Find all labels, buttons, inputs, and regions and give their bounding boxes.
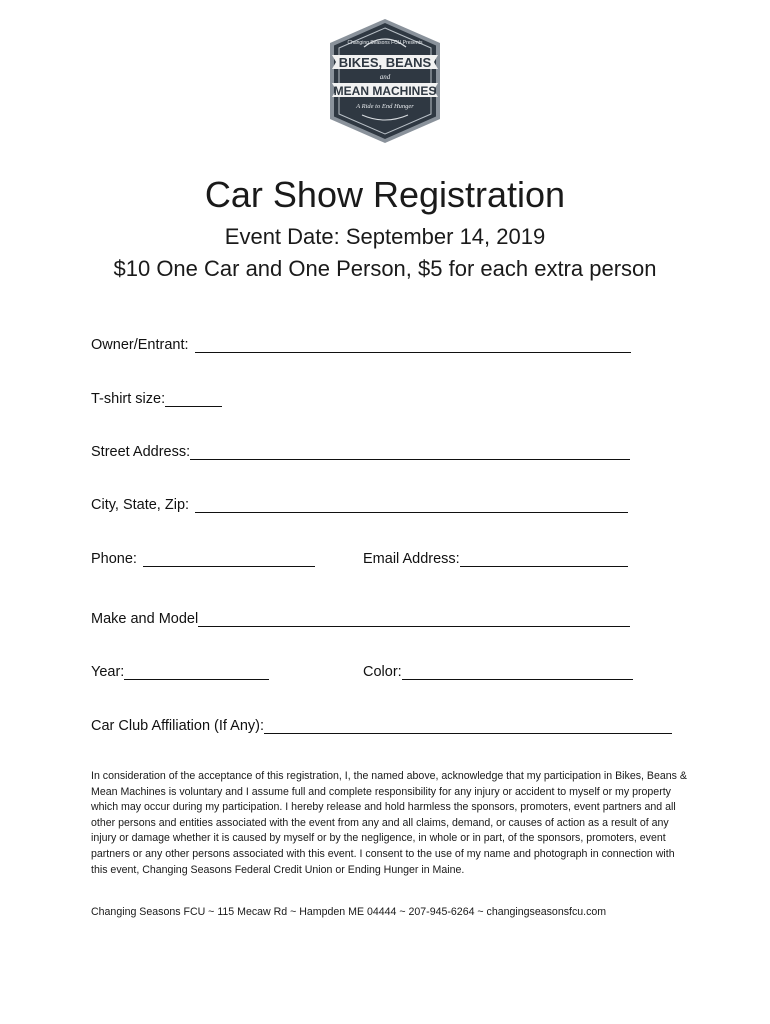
logo-line2: MEAN MACHINES <box>333 84 437 98</box>
pricing-info: $10 One Car and One Person, $5 for each extra person <box>113 256 657 281</box>
page-title: Car Show Registration <box>204 174 566 215</box>
club-field-row <box>91 714 672 734</box>
owner-field-row <box>91 333 631 353</box>
year-label: Year: <box>91 664 125 680</box>
color-input-line[interactable] <box>402 664 633 680</box>
liability-disclaimer: In consideration of the acceptance of this registration, I, the named above, acknowledge that my participation in Bikes, Beans & Mean Machines is voluntary and I assume full and complete responsibility for any injury or accident to myself or my property which may occur during my participation. I hereby release and hold harmless the sponsors, promoters, event partners and all other persons and entities associated with the event from any and all claims, demand, or causes of action as a result of any injury or damage whether it is caused by myself or by the negligence, in whole or in part, of the sponsors, promoters, event partners or any other persons associated with this event. I consent to the use of my name and photograph in connection with this event, Changing Seasons Federal Credit Union or Ending Hunger in Maine. <box>91 770 687 876</box>
logo-tagline: A Ride to End Hunger <box>356 103 414 110</box>
event-date: Event Date: September 14, 2019 <box>224 224 546 249</box>
street-input-line[interactable] <box>190 444 630 460</box>
email-label: Email Address: <box>363 551 460 567</box>
logo-badge-graphic <box>326 17 444 145</box>
phone-input-line[interactable] <box>143 551 315 567</box>
year-field-row <box>91 660 269 680</box>
club-input-line[interactable] <box>264 718 672 734</box>
owner-label: Owner/Entrant: <box>91 337 189 353</box>
color-field-row <box>363 660 633 680</box>
logo-top-text: Changing Seasons FCU Presents <box>347 40 423 46</box>
club-label: Car Club Affiliation (If Any): <box>91 718 265 734</box>
city-input-line[interactable] <box>195 497 628 513</box>
logo-line1: BIKES, BEANS <box>338 55 432 70</box>
year-input-line[interactable] <box>124 664 269 680</box>
logo-amp: and <box>379 73 391 81</box>
email-field-row <box>363 547 628 567</box>
email-input-line[interactable] <box>460 551 628 567</box>
street-field-row <box>91 440 630 460</box>
make-model-input-line[interactable] <box>198 611 630 627</box>
owner-input-line[interactable] <box>195 337 631 353</box>
city-label: City, State, Zip: <box>91 497 190 513</box>
contact-footer: Changing Seasons FCU ~ 115 Mecaw Rd ~ Hampden ME 04444 ~ 207-945-6264 ~ changingseasonsfcu.com <box>91 906 607 918</box>
tshirt-field-row <box>91 387 222 407</box>
color-label: Color: <box>363 664 402 680</box>
tshirt-label: T-shirt size: <box>91 391 166 407</box>
make-model-label: Make and Model <box>91 611 199 627</box>
phone-label: Phone: <box>91 551 137 567</box>
city-field-row <box>91 493 628 513</box>
event-logo <box>326 17 444 145</box>
tshirt-input-line[interactable] <box>165 391 222 407</box>
street-label: Street Address: <box>91 444 191 460</box>
phone-field-row <box>91 547 315 567</box>
make-model-field-row <box>91 607 630 627</box>
